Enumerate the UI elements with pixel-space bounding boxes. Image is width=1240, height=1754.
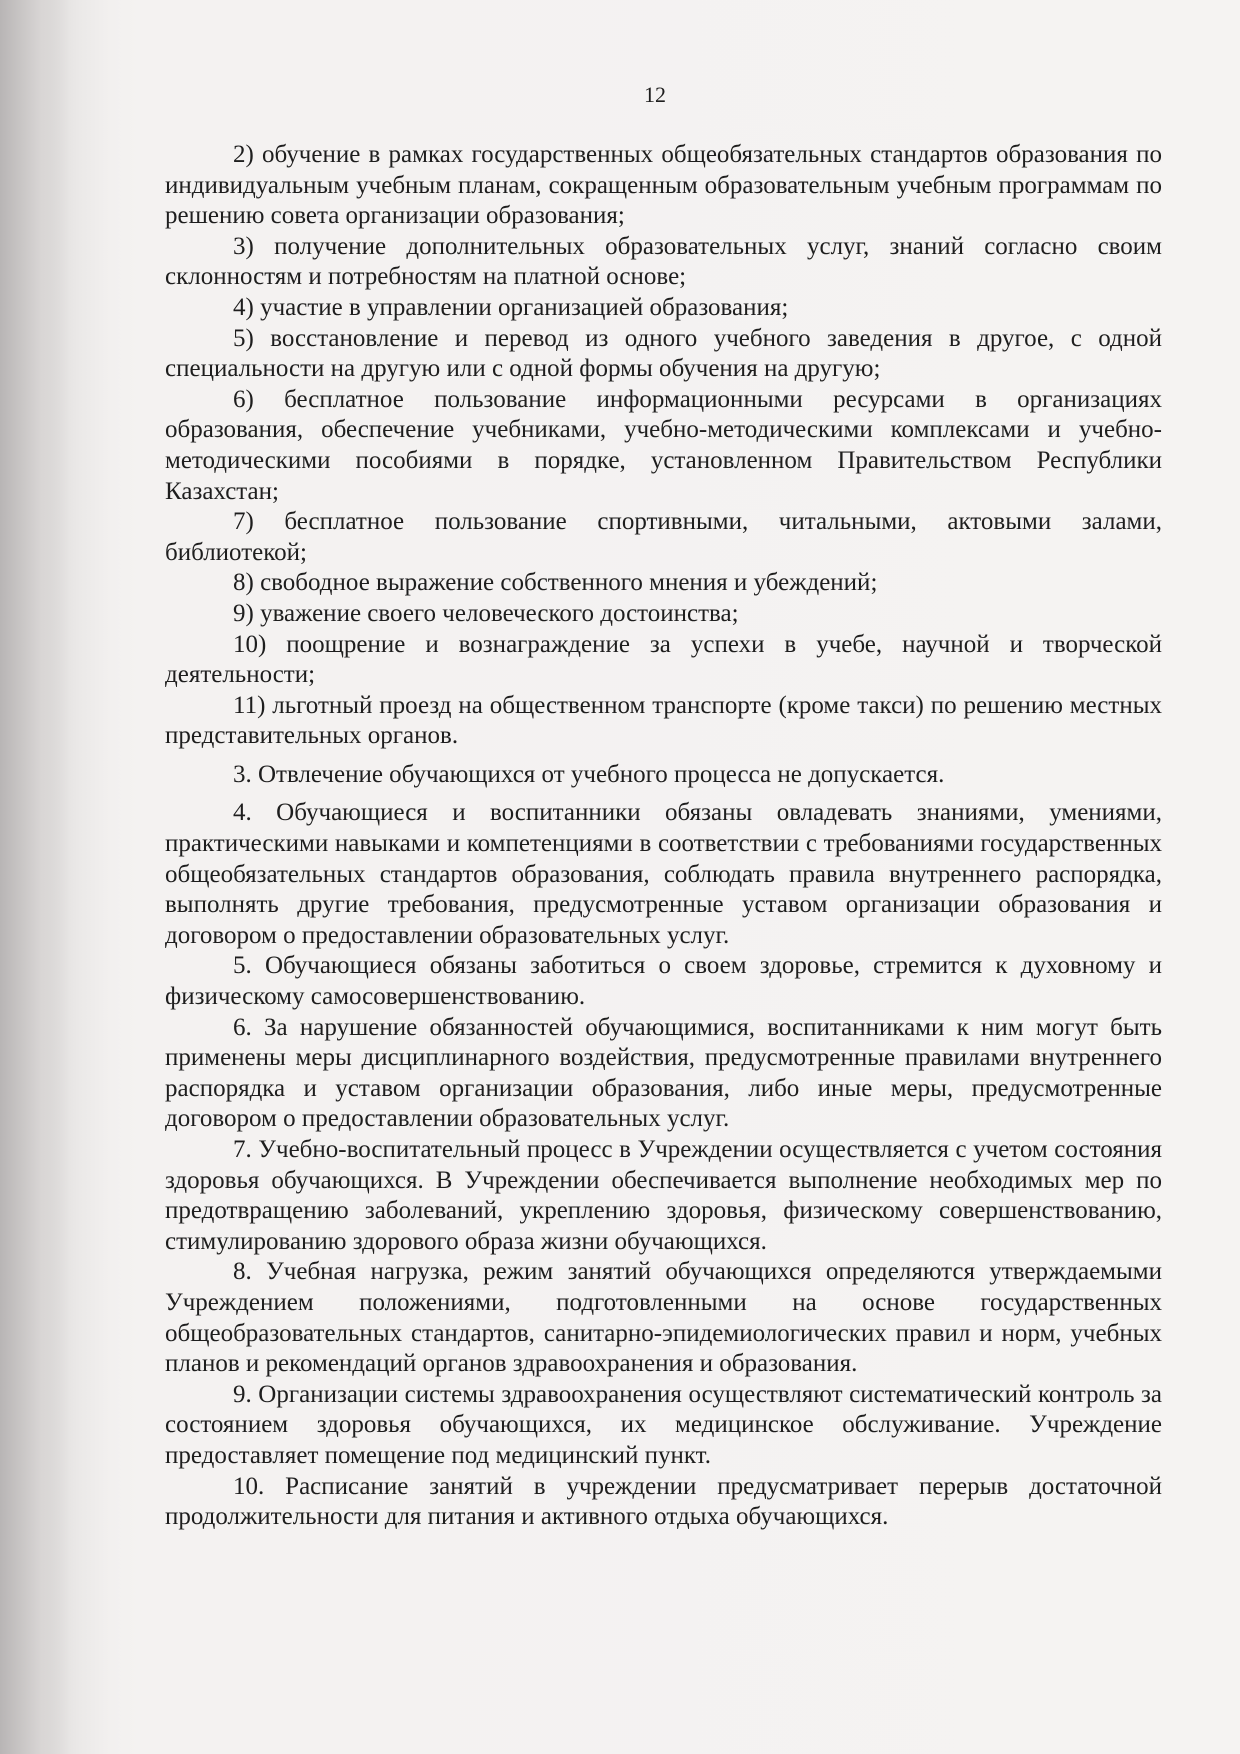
- paragraph-right-10: 10) поощрение и вознаграждение за успехи в учебе, научной и творческой деятельности;: [165, 630, 1162, 689]
- paragraph-right-9: 9) уважение своего человеческого достоинства;: [233, 599, 739, 627]
- paragraph-clause-7: 7. Учебно-воспитательный процесс в Учреждении осуществляется с учетом состояния здоровья обучающихся. В Учреждении обеспечивается выполнение необходимых мер по предотвращению заболеваний, укреплению здоровья, физическому совершенствованию, стимулированию здорового образа жизни обучающихся.: [165, 1136, 1162, 1255]
- paragraph-right-6: 6) бесплатное пользование информационными ресурсами в организациях образования, обеспечение учебниками, учебно-методическими комплексами и учебно-методическими пособиями в порядке, установленном Правительством Республики Казахстан;: [165, 385, 1162, 505]
- page-binding-shadow: [0, 0, 70, 1754]
- paragraph-clause-8: 8. Учебная нагрузка, режим занятий обучающихся определяются утверждаемыми Учреждением положениями, подготовленными на основе государственных общеобразовательных стандартов, санитарно-эпидемиологических правил и норм, учебных планов и рекомендаций органов здравоохранения и образования.: [165, 1258, 1162, 1378]
- paragraph-right-3: 3) получение дополнительных образовательных услуг, знаний согласно своим склонностям и потребностям на платной основе;: [165, 232, 1162, 291]
- paragraph-clause-4: 4. Обучающиеся и воспитанники обязаны овладевать знаниями, умениями, практическими навыками и компетенциями в соответствии с требованиями государственных общеобязательных стандартов образования, соблюдать правила внутреннего распорядка, выполнять другие требования, предусмотренные уставом организации образования и договором о предоставлении образовательных услуг.: [165, 799, 1162, 949]
- page-number: 12: [644, 82, 666, 107]
- paragraph-clause-6: 6. За нарушение обязанностей обучающимися, воспитанниками к ним могут быть применены меры дисциплинарного воздействия, предусмотренные правилами внутреннего распорядка и уставом организации образования, либо иные меры, предусмотренные договором о предоставлении образовательных услуг.: [165, 1013, 1162, 1133]
- document-body: [165, 140, 1162, 1533]
- paragraph-right-2: 2) обучение в рамках государственных общеобязательных стандартов образования по индивидуальным учебным планам, сокращенным образовательным учебным программам по решению совета организации образования;: [165, 141, 1162, 230]
- paragraph-right-7: 7) бесплатное пользование спортивными, читальными, актовыми залами, библиотекой;: [165, 508, 1162, 566]
- paragraph-right-5: 5) восстановление и перевод из одного учебного заведения в другое, с одной специальности на другую или с одной формы обучения на другую;: [165, 324, 1162, 383]
- paragraph-right-4: 4) участие в управлении организацией образования;: [233, 293, 789, 321]
- paragraph-clause-3: 3. Отвлечение обучающихся от учебного процесса не допускается.: [233, 760, 945, 788]
- paragraph-clause-10: 10. Расписание занятий в учреждении предусматривает перерыв достаточной продолжительности для питания и активного отдыха обучающихся.: [165, 1472, 1162, 1531]
- paragraph-right-8: 8) свободное выражение собственного мнения и убеждений;: [233, 569, 878, 597]
- paragraph-right-11: 11) льготный проезд на общественном транспорте (кроме такси) по решению местных представительных органов.: [165, 691, 1162, 750]
- paragraph-clause-5: 5. Обучающиеся обязаны заботиться о своем здоровье, стремится к духовному и физическому самосовершенствованию.: [165, 952, 1162, 1011]
- paragraph-clause-9: 9. Организации системы здравоохранения осуществляют систематический контроль за состоянием здоровья обучающихся, их медицинское обслуживание. Учреждение предоставляет помещение под медицинский пункт.: [165, 1380, 1162, 1469]
